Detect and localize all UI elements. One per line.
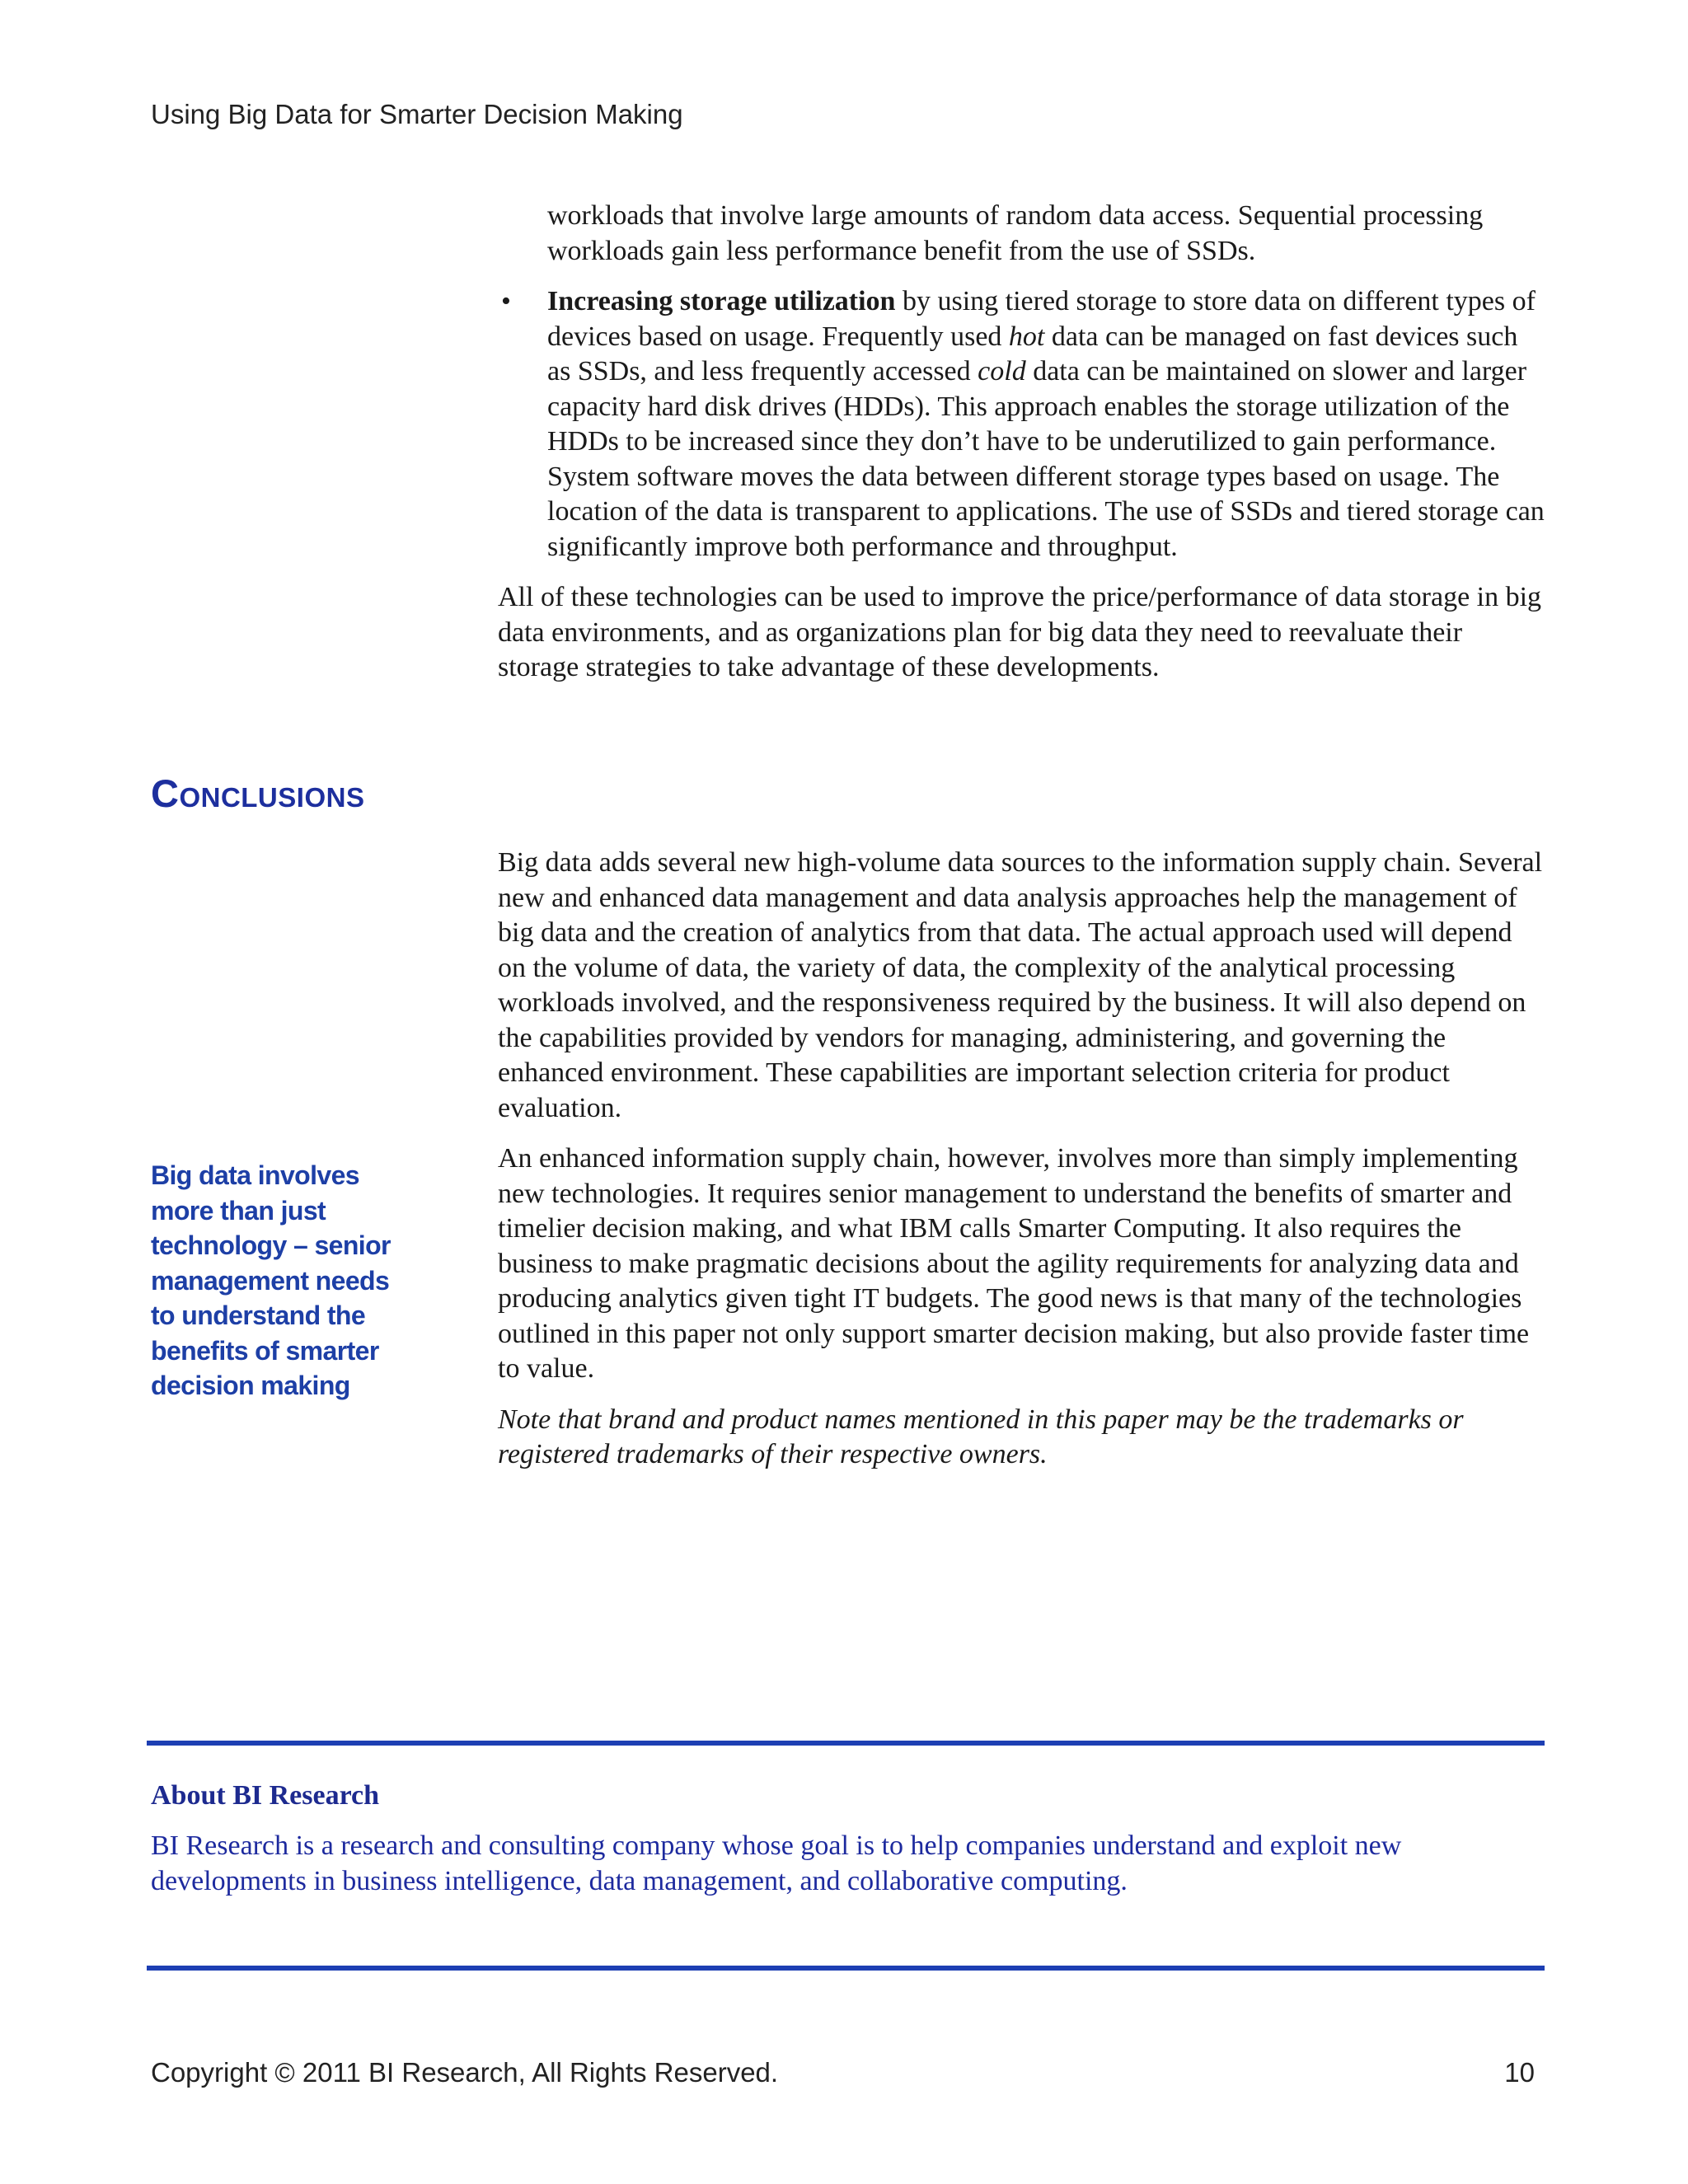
bullet-text-1: by using tiered storage to store data on different types of devices based on usage. Frequently used bbox=[547, 286, 1536, 352]
running-header: Using Big Data for Smarter Decision Making bbox=[151, 99, 683, 129]
continuation-paragraph: workloads that involve large amounts of random data access. Sequential processing workloads gain less performance benefit from the use of SSDs. bbox=[547, 200, 1484, 266]
page-number: 10 bbox=[1504, 2057, 1535, 2088]
bullet-bold-lead: Increasing storage utilization bbox=[547, 286, 896, 316]
about-bottom-rule bbox=[147, 1966, 1545, 1971]
bullet-item-storage-utilization bbox=[498, 284, 1545, 565]
bullet-text-3: data can be maintained on slower and larger capacity hard disk drives (HDDs). This approach enables the storage utilization of the HDDs to be increased since they don’t have to be underutilized to gain performance. System software moves the data between different storage types based on usage. The location of the data is transparent to applications. The use of SSDs and tiered storage can significantly improve both performance and throughput. bbox=[547, 356, 1545, 562]
bullet-icon: • bbox=[501, 286, 511, 316]
about-text: BI Research is a research and consulting company whose goal is to help companies understand and exploit new developments in business intelligence, data management, and collaborative computing. bbox=[151, 1830, 1402, 1896]
conclusions-paragraph-2: An enhanced information supply chain, however, involves more than simply implementing new technologies. It requires senior management to understand the benefits of smarter and timelier decision making, and what IBM calls Smarter Computing. It also requires the business to make pragmatic decisions about the agility requirements for analyzing data and producing analytics given tight IT budgets. The good news is that many of the technologies outlined in this paper not only support smarter decision making, but also provide faster time to value. bbox=[498, 1143, 1530, 1384]
bullet-italic-cold: cold bbox=[978, 356, 1026, 387]
bullet-italic-hot: hot bbox=[1008, 321, 1045, 352]
top-section bbox=[498, 199, 1545, 686]
footer-copyright: Copyright © 2011 BI Research, All Rights Reserved. bbox=[151, 2057, 779, 2088]
sidebar-callout: Big data involves more than just technology – senior management needs to understand the benefits of smarter decision making bbox=[151, 1160, 391, 1400]
bullet-text-2: data can be managed on fast devices such as SSDs, and less frequently accessed bbox=[547, 321, 1518, 387]
about-top-rule bbox=[147, 1741, 1545, 1746]
trademark-note: Note that brand and product names mentioned in this paper may be the trademarks or registered trademarks of their respective owners. bbox=[498, 1404, 1464, 1469]
conclusions-body bbox=[498, 846, 1545, 1473]
about-title: About BI Research bbox=[151, 1780, 380, 1811]
summary-paragraph: All of these technologies can be used to improve the price/performance of data storage in big data environments, and as organizations plan for big data they need to reevaluate their storage strategies to take advantage of these developments. bbox=[498, 582, 1542, 682]
section-heading-conclusions: Conclusions bbox=[151, 771, 365, 815]
conclusions-paragraph-1: Big data adds several new high-volume data sources to the information supply chain. Several new and enhanced data management and data analysis approaches help the management of big data and the creation of analytics from that data. The actual approach used will depend on the volume of data, the variety of data, the complexity of the analytical processing workloads involved, and the responsiveness required by the business. It will also depend on the capabilities provided by vendors for managing, administering, and governing the enhanced environment. These capabilities are important selection criteria for product evaluation. bbox=[498, 847, 1543, 1123]
